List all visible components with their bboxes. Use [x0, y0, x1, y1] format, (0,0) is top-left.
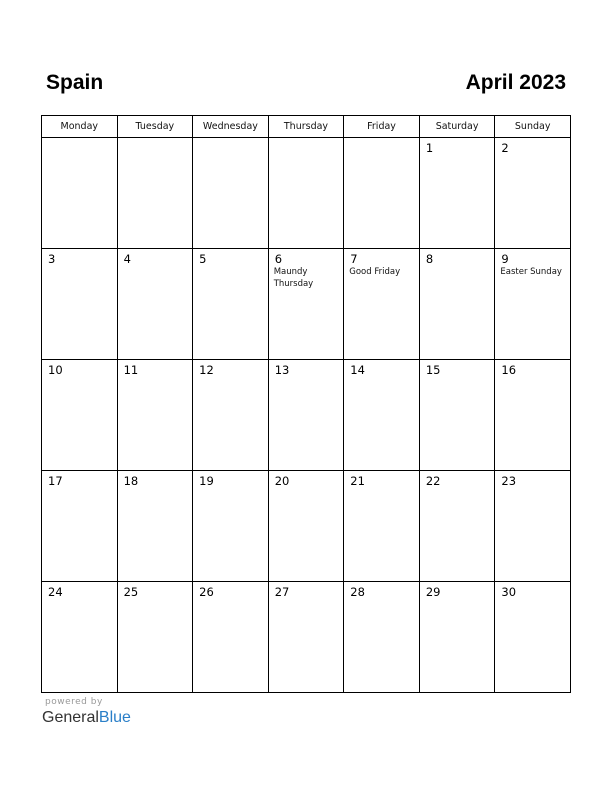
day-cell: [268, 582, 344, 693]
day-cell: [42, 582, 118, 693]
weekday-header: Thursday: [268, 116, 344, 138]
day-cell: [42, 138, 118, 249]
month-year-title: April 2023: [465, 71, 566, 94]
day-cell: [495, 582, 571, 693]
day-number: 2: [501, 141, 509, 155]
day-cell: [193, 138, 269, 249]
week-row: [42, 582, 571, 693]
day-number: 23: [501, 474, 517, 488]
day-cell: [117, 138, 193, 249]
day-cell: [419, 582, 495, 693]
powered-by-label: powered by: [45, 697, 103, 707]
day-number: 24: [48, 585, 63, 599]
day-cell: [117, 360, 193, 471]
day-cell: [344, 249, 420, 360]
generalblue-logo[interactable]: [42, 708, 131, 728]
day-number: 9: [501, 252, 509, 266]
day-number: 16: [501, 363, 517, 377]
day-cell: [495, 360, 571, 471]
day-number: 13: [274, 363, 290, 377]
day-cell: [344, 582, 420, 693]
brand-general-text: General: [42, 709, 99, 726]
day-cell: [268, 249, 344, 360]
day-number: 29: [425, 585, 441, 599]
day-cell: [268, 471, 344, 582]
day-number: 6: [274, 252, 283, 266]
day-cell: [344, 360, 420, 471]
day-number: 7: [350, 252, 358, 266]
day-number: 21: [350, 474, 365, 488]
day-cell: [268, 138, 344, 249]
week-row: [42, 249, 571, 360]
day-number: 27: [274, 585, 290, 599]
day-number: 5: [199, 252, 207, 266]
weekday-header: Sunday: [495, 116, 571, 138]
day-number: 15: [425, 363, 441, 377]
day-cell: [344, 471, 420, 582]
day-number: 8: [425, 252, 434, 266]
week-row: [42, 360, 571, 471]
day-number: 4: [123, 252, 131, 266]
day-number: 1: [425, 141, 434, 155]
holiday-label: Easter Sunday: [500, 267, 562, 277]
day-number: 20: [274, 474, 290, 488]
week-row: [42, 471, 571, 582]
weekday-header: Monday: [42, 116, 118, 138]
day-cell: [419, 471, 495, 582]
day-cell: [419, 249, 495, 360]
day-number: 3: [48, 252, 56, 266]
day-number: 22: [425, 474, 441, 488]
day-cell: [117, 249, 193, 360]
day-cell: [193, 360, 269, 471]
day-number: 12: [199, 363, 214, 377]
weekday-header-row: [42, 116, 571, 138]
day-cell: [42, 360, 118, 471]
day-cell: [419, 138, 495, 249]
holiday-label: Good Friday: [349, 267, 401, 277]
day-number: 19: [199, 474, 214, 488]
day-cell: [117, 582, 193, 693]
brand-blue-text: Blue: [98, 709, 131, 726]
day-cell: [344, 138, 420, 249]
day-number: 18: [123, 474, 139, 488]
day-cell: [193, 471, 269, 582]
day-number: 28: [350, 585, 365, 599]
holiday-label: Maundy Thursday: [273, 267, 314, 289]
day-number: 26: [199, 585, 214, 599]
weekday-header: Wednesday: [193, 116, 269, 138]
day-number: 10: [48, 363, 63, 377]
day-cell: [495, 249, 571, 360]
day-cell: [193, 249, 269, 360]
calendar-body: [42, 138, 571, 693]
day-cell: [117, 471, 193, 582]
day-number: 17: [48, 474, 63, 488]
week-row: [42, 138, 571, 249]
weekday-header: Friday: [344, 116, 420, 138]
weekday-header: Saturday: [419, 116, 495, 138]
day-cell: [495, 138, 571, 249]
country-title: Spain: [46, 71, 104, 94]
weekday-header: Tuesday: [117, 116, 193, 138]
calendar-grid: [41, 115, 571, 693]
day-cell: [495, 471, 571, 582]
day-cell: [268, 360, 344, 471]
day-number: 11: [123, 363, 139, 377]
day-number: 30: [501, 585, 517, 599]
day-number: 14: [350, 363, 365, 377]
day-number: 25: [123, 585, 139, 599]
day-cell: [42, 249, 118, 360]
day-cell: [193, 582, 269, 693]
day-cell: [42, 471, 118, 582]
day-cell: [419, 360, 495, 471]
